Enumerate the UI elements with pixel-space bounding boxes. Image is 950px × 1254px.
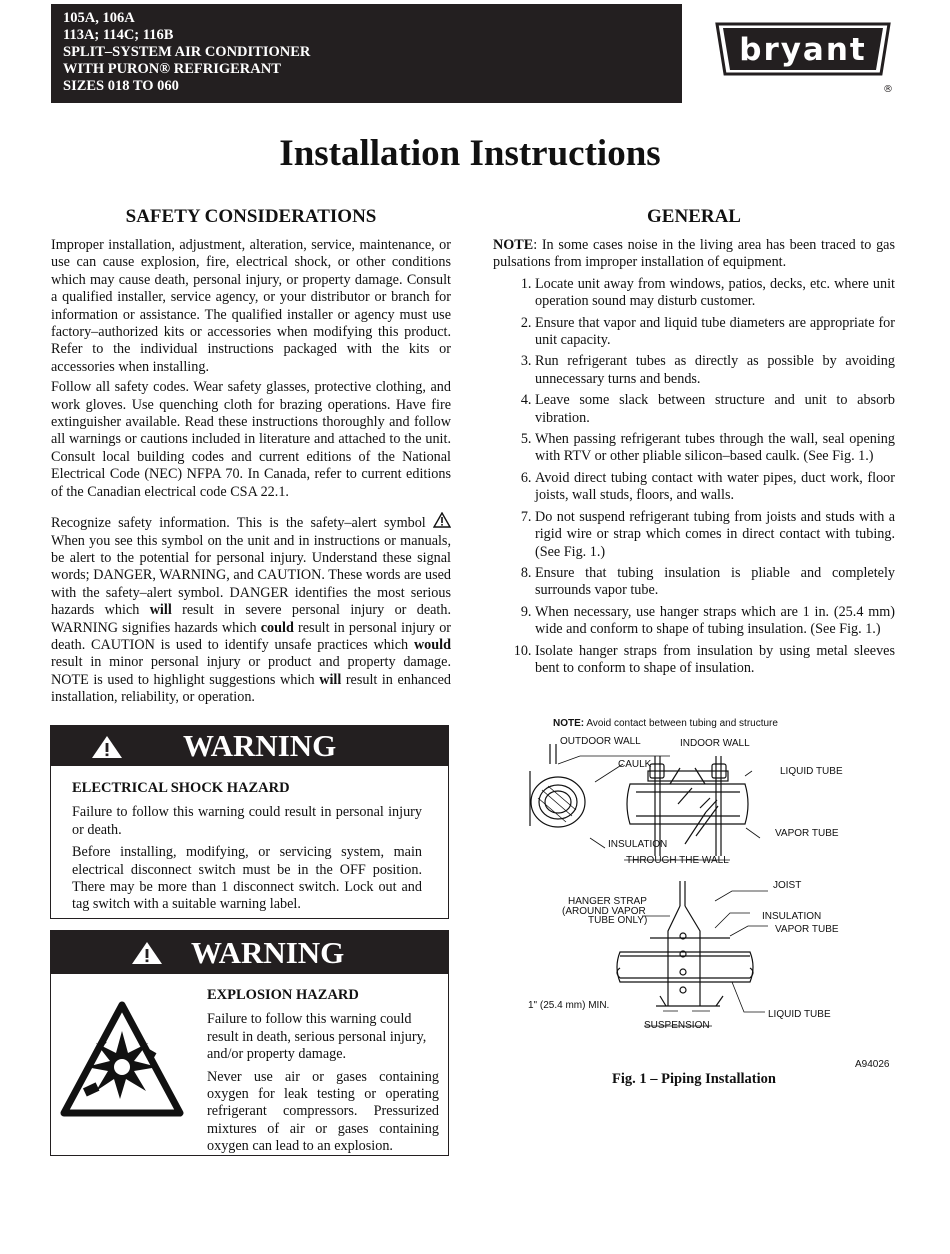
warning-text: Never use air or gases containing oxygen for leak testing or operating refrigerant compressors. Pressurized mixtures of air or gases containing oxygen can lead to an explosion.	[207, 1068, 439, 1155]
figure-caption: Fig. 1 – Piping Installation	[612, 1071, 776, 1087]
list-item: 3. Run refrigerant tubes as directly as possible by avoiding unnecessary turns and bends.	[535, 353, 895, 388]
list-item: 5. When passing refrigerant tubes through the wall, seal opening with RTV or other pliable silicon–based caulk. (See Fig. 1.)	[535, 431, 895, 466]
general-note	[493, 237, 895, 272]
emphasis: will	[319, 671, 342, 688]
header-line: 105A, 106A	[63, 10, 135, 26]
warning-box-electrical	[50, 725, 449, 919]
warning-text: Failure to follow this warning could result in death, serious personal injury, and/or property damage.	[207, 1011, 427, 1063]
general-list	[493, 276, 895, 678]
label-hanger-strap: HANGER STRAP	[568, 896, 647, 907]
safety-paragraph-2: Follow all safety codes. Wear safety glasses, protective clothing, and work gloves. Use quenching cloth for brazing operations. Have fire extinguisher available. Read these instructions thoroughly and follow all warnings or cautions included in literature and attached to the unit. Consult local building codes and current editions of the National Electrical Code (NEC) NFPA 70. In Canada, refer to current editions of the Canadian electrical code CSA 22.1.	[51, 379, 451, 500]
bryant-logo	[713, 16, 893, 94]
explosion-hazard-icon	[60, 1001, 184, 1119]
safety-alert-icon	[433, 512, 451, 528]
label-suspension: SUSPENSION	[644, 1020, 710, 1031]
list-item: 9. When necessary, use hanger straps which are 1 in. (25.4 mm) wide and conform to shape of tubing insulation. (See Fig. 1.)	[535, 604, 895, 639]
page-title: Installation Instructions	[279, 133, 661, 174]
safety-paragraph-3	[51, 512, 451, 706]
figure-note-text: Avoid contact between tubing and structure	[584, 718, 778, 729]
list-item: 7. Do not suspend refrigerant tubing from joists and studs with a rigid wire or strap which comes in direct contact with tubing.(See Fig. 1.)	[535, 509, 895, 561]
header-line: WITH PURON® REFRIGERANT	[63, 61, 281, 77]
warning-triangle-icon	[91, 735, 123, 759]
header-line: SIZES 018 TO 060	[63, 78, 179, 94]
label-insulation: INSULATION	[608, 839, 668, 850]
safety-paragraph-1: Improper installation, adjustment, alteration, service, maintenance, or use can cause explosion, fire, electrical shock, or other conditions which may cause death, personal injury, or property damage. Consult a qualified installer, service agency, or your distributor or branch for information or assistance. The qualified installer or agency must use factory–authorized kits or accessories when modifying this product. Refer to the individual instructions packaged with the kits or accessories when installing.	[51, 237, 451, 375]
warning-text: Before installing, modifying, or servicing system, main electrical disconnect switch must be in the OFF position. There may be more than 1 disconnect switch. Lock out and tag switch with a suitable warning label.	[72, 844, 422, 913]
warning-text: Failure to follow this warning could result in personal injury or death.	[72, 804, 422, 838]
label-vapor-tube: VAPOR TUBE	[775, 924, 839, 935]
label-hanger-strap: (AROUND VAPOR	[562, 906, 646, 917]
label-through-wall: THROUGH THE WALL	[626, 855, 729, 866]
label-outdoor-wall: OUTDOOR WALL	[560, 736, 641, 747]
hazard-title: ELECTRICAL SHOCK HAZARD	[72, 780, 290, 796]
emphasis: will	[149, 602, 172, 619]
label-caulk: CAULK	[618, 759, 652, 770]
warning-body	[51, 766, 448, 914]
hazard-title: EXPLOSION HAZARD	[207, 987, 359, 1003]
warning-label: WARNING	[191, 935, 345, 970]
list-item: 10. Isolate hanger straps from insulation by using metal sleeves bent to conform to shape of insulation.	[535, 643, 895, 678]
emphasis: could	[260, 619, 294, 636]
list-item: 8. Ensure that tubing insulation is pliable and completely surrounds vapor tube.	[535, 565, 895, 600]
text-run: result in personal injury or death. CAUTION is used to identify unsafe practices which	[51, 619, 452, 653]
text-run: result in minor personal injury or product and property damage. NOTE is used to highlight suggestions which	[51, 654, 451, 688]
list-item: 4. Leave some slack between structure and unit to absorb vibration.	[535, 392, 895, 427]
logo-registered: ®	[883, 84, 893, 94]
emphasis: would	[413, 636, 451, 653]
piping-installation-figure	[520, 716, 900, 1096]
general-section	[493, 206, 895, 681]
list-item: 6. Avoid direct tubing contact with water pipes, duct work, floor joists, wall studs, floors, and walls.	[535, 470, 895, 505]
warning-triangle-icon	[131, 941, 163, 965]
header-line: 113A; 114C; 116B	[63, 27, 174, 43]
header-line: SPLIT–SYSTEM AIR CONDITIONER	[63, 44, 311, 60]
label-liquid-tube: LIQUID TUBE	[768, 1009, 831, 1020]
warning-banner	[51, 726, 448, 766]
text-run: result in enhanced installation, reliability, or operation.	[51, 671, 452, 706]
warning-banner	[51, 931, 448, 974]
text-run: Recognize safety information. This is the safety–alert symbol	[51, 515, 433, 532]
label-vapor-tube: VAPOR TUBE	[775, 828, 839, 839]
label-liquid-tube: LIQUID TUBE	[780, 766, 843, 777]
list-item: 1. Locate unit away from windows, patios, decks, etc. where unit operation sound may disturb customer.	[535, 276, 895, 311]
note-label: NOTE	[493, 237, 534, 253]
label-indoor-wall: INDOOR WALL	[680, 738, 750, 749]
label-min-spacing: 1" (25.4 mm) MIN.	[528, 1000, 610, 1011]
text-run: result in severe personal injury or death. WARNING signifies hazards which	[51, 602, 451, 636]
model-header	[51, 4, 682, 103]
warning-label: WARNING	[183, 728, 337, 763]
note-text: : In some cases noise in the living area has been traced to gas pulsations from improper installation of equipment.	[493, 237, 895, 271]
text-run: When you see this symbol on the unit and in instructions or manuals, be alert to the potential for personal injury. Understand these signal words; DANGER, WARNING, and CAUTION. These words are used with the safety–alert symbol. DANGER identifies the most serious hazards which	[51, 532, 451, 619]
figure-note-label: NOTE:	[553, 718, 585, 729]
safety-heading: SAFETY CONSIDERATIONS	[125, 206, 377, 227]
warning-box-explosion	[50, 930, 449, 1156]
label-hanger-strap: TUBE ONLY)	[588, 915, 648, 926]
figure-id: A94026	[855, 1059, 890, 1070]
logo-text: bryant	[739, 32, 867, 68]
list-item: 2. Ensure that vapor and liquid tube diameters are appropriate for unit capacity.	[535, 315, 895, 350]
safety-section	[51, 206, 451, 710]
general-heading: GENERAL	[647, 206, 741, 227]
warning-body	[207, 987, 439, 1159]
label-insulation: INSULATION	[762, 911, 822, 922]
figure-note	[553, 718, 778, 729]
label-joist: JOIST	[773, 880, 802, 891]
